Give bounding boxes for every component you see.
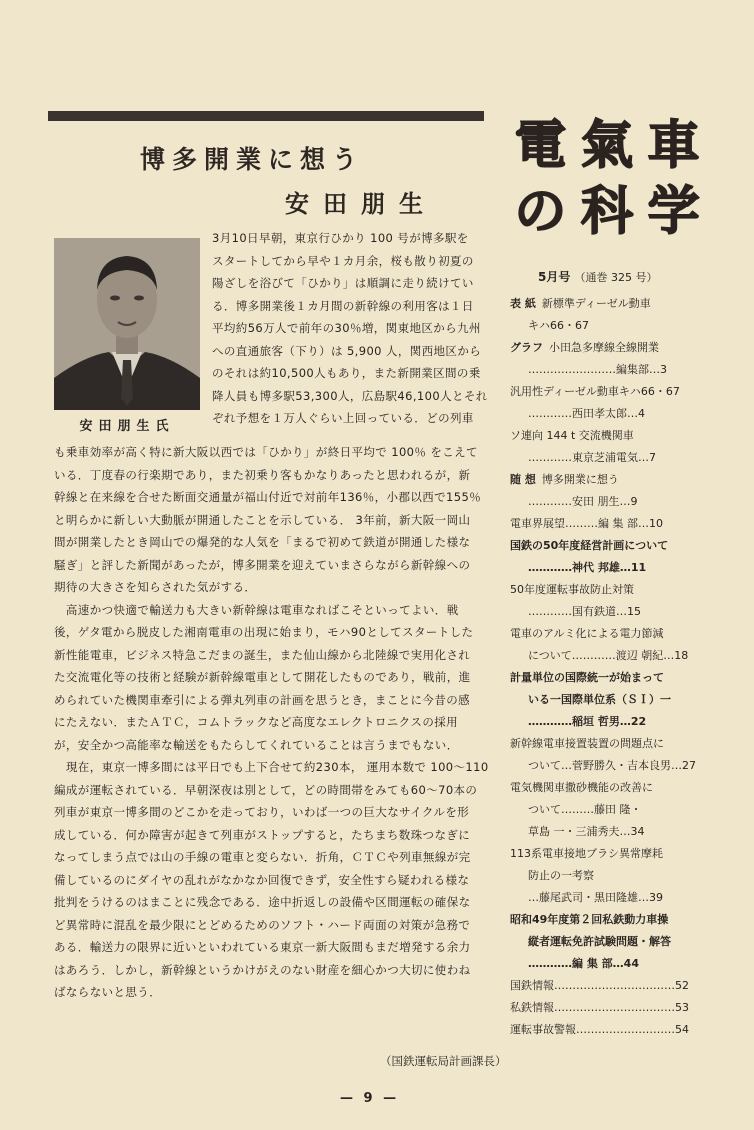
- text-line: 3月10日早朝，東京行ひかり 100 号が博多駅を: [212, 231, 469, 245]
- toc-entry: [510, 535, 730, 579]
- toc-entry: [510, 579, 730, 623]
- text-line: なってしまう点では山の手線の電車と変らない．折角，ＣＴＣや列車無線が完: [54, 850, 471, 864]
- toc-line: …………編 集 部…44: [528, 957, 639, 970]
- text-line: 新性能電車，ビジネス特急こだまの誕生，また仙山線から北陸線で実用化され: [54, 647, 471, 662]
- toc-line: …………西田孝太郎…4: [528, 407, 645, 420]
- toc-line-text: 小田急多摩線全線開業: [549, 341, 659, 354]
- magazine-title-logo: [507, 114, 707, 246]
- toc-line: …………東京芝浦電気…7: [528, 451, 656, 464]
- toc-line: ソ連向 144 t 交流機関車: [510, 429, 634, 442]
- toc-line: 汎用性ディーゼル動車キハ66・67: [510, 385, 680, 398]
- toc-line: 電気機関車撒砂機能の改善に: [510, 781, 653, 794]
- text-line: 批判をうけるのはまことに残念である．途中折返しの設備や区間運転の確保な: [54, 895, 471, 909]
- toc-entry: [510, 381, 730, 425]
- toc-line: …………神代 邦雄…11: [528, 561, 647, 574]
- text-line: 現在，東京一博多間には平日でも上下合せて約230本， 運用本数で 100～110: [54, 760, 489, 774]
- toc-line: …………国有鉄道…15: [528, 605, 641, 618]
- toc-entry: [510, 997, 730, 1019]
- toc-entry: [510, 513, 730, 535]
- toc-entry: [510, 623, 730, 667]
- logo-char: 学: [647, 181, 700, 242]
- toc-line: …………安田 朋生…9: [528, 495, 638, 508]
- toc-entry: [510, 843, 730, 909]
- toc-line: 防止の一考察: [528, 869, 594, 882]
- toc-entry: [510, 733, 730, 777]
- toc-entry: [510, 293, 730, 337]
- text-line: 備しているのにダイヤの乱れがなかなか回復できず，安全性すら疑われる様な: [54, 872, 470, 887]
- toc-section-label: グラフ: [510, 341, 543, 354]
- toc-line: 昭和49年度第２回私鉄動力車操: [510, 913, 669, 926]
- issue-sub: （通巻 325 号）: [574, 271, 658, 284]
- text-line: 編成が運転されている．早朝深夜は別として，どの時間帯をみても60～70本の: [54, 782, 478, 797]
- toc-line: 電車のアルミ化による電力節減: [510, 627, 664, 640]
- logo-char: 車: [647, 115, 700, 176]
- toc-line: 草島 一・三浦秀夫…34: [528, 825, 645, 838]
- text-line: 高速かつ快適で輸送力も大きい新幹線は電車なればこそといってよい．戦: [54, 602, 459, 617]
- toc-line: キハ66・67: [528, 319, 589, 332]
- text-line: 間が開業したとき岡山での爆発的な人気を「まるで初めて鉄道が開通した様な: [54, 535, 471, 549]
- text-line: 後，ゲタ電から脱皮した湘南電車の出現に始まり，モハ90としてスタートした: [54, 625, 474, 639]
- toc-entry: [510, 667, 730, 733]
- text-line: と明らかに新しい大動脈が開通したことを示している． 3年前，新大阪一岡山: [54, 512, 471, 527]
- logo-char: 電: [514, 115, 567, 176]
- toc-line: 新幹線電車接置装置の問題点に: [510, 737, 664, 750]
- toc-line: について…………渡辺 朝紀…18: [528, 649, 689, 662]
- page-number: — 9 —: [340, 1091, 400, 1106]
- toc-line: 113系電車接地ブラシ異常摩耗: [510, 847, 663, 860]
- toc-entry: [510, 909, 730, 975]
- text-line: が，安全かつ高能率な輸送をもたらしてくれていることは言うまでもない．: [54, 737, 459, 752]
- toc-line: 私鉄情報……………………………53: [510, 1001, 689, 1014]
- text-line: スタートしてから早や１カ月余，桜も散り初夏の: [212, 253, 474, 268]
- toc-entry: [510, 1019, 730, 1041]
- toc-line: 縦者運転免許試験問題・解答: [528, 935, 671, 948]
- article-title: 博多開業に想う: [140, 145, 365, 174]
- article-body: [54, 441, 494, 1004]
- author-affiliation: （国鉄運転局計画課長）: [380, 1054, 507, 1068]
- toc-line: 電車界展望………編 集 部…10: [510, 517, 663, 530]
- toc-line: 運転事故警報………………………54: [510, 1023, 689, 1036]
- toc-section-label: 随 想: [510, 473, 536, 486]
- issue-label: 5月号: [538, 270, 571, 284]
- text-line: ある．輸送力の限界に近いといわれている東京一新大阪間もまだ増発する余力: [54, 940, 471, 954]
- toc-line: いる一国際単位系（ＳＩ）一: [528, 693, 671, 706]
- toc-line: [510, 469, 730, 491]
- toc-entries: [510, 293, 730, 1041]
- text-line: のそれは約10,500人もあり，また新開業区間の乗: [212, 366, 481, 380]
- text-line: ど異常時に混乱を最少限にとどめるためのソフト・ハード両面の対策が急務で: [54, 917, 471, 932]
- photo-caption: 安田朋生氏: [79, 419, 175, 434]
- text-line: る．博多開業後１カ月間の新幹線の利用客は１日: [212, 298, 474, 313]
- text-line: いる．丁度春の行楽期であり，また初乗り客もかなりあったと思われるが，新: [54, 467, 471, 482]
- toc-line: ついて…菅野勝久・吉本良男…27: [528, 759, 696, 772]
- toc-section-label: 表 紙: [510, 297, 536, 310]
- text-line: も乗車効率が高く特に新大阪以西では「ひかり」が終日平均で 100％ をこえて: [54, 445, 478, 459]
- toc-line: …………稲垣 哲男…22: [528, 715, 647, 728]
- toc-line: [510, 293, 730, 315]
- top-rule: [48, 111, 484, 121]
- toc-entry: [510, 337, 730, 381]
- toc-line: 国鉄情報……………………………52: [510, 979, 689, 992]
- text-line: 平均約56万人で前年の30％増，関東地区から九州: [212, 321, 481, 335]
- text-line: 成している．何か障害が起きて列車がストップすると，たちまち数珠つなぎに: [54, 827, 471, 842]
- text-line: にたえない．またＡＴＣ，コムトラックなど高度なエレクトロニクスの採用: [54, 715, 459, 729]
- text-line: た交流電化等の技術と経験が新幹線電車として開花したものであり，戦前，進: [54, 670, 471, 684]
- table-of-contents: [510, 268, 730, 1041]
- article-lead-column: [212, 227, 494, 430]
- author-name: 安田朋生: [285, 189, 437, 218]
- toc-line: ついて………藤田 隆・: [528, 803, 642, 816]
- text-line: 幹線と在来線を合せた断面交通量が福山付近で対前年136％，小郡以西で155％: [54, 490, 482, 504]
- text-line: への直通旅客（下り）は 5,900 人，関西地区から: [212, 343, 482, 358]
- toc-line-text: 新標準ディーゼル動車: [541, 297, 651, 310]
- toc-entry: [510, 469, 730, 513]
- author-portrait: [54, 238, 200, 410]
- logo-char: 氣: [580, 115, 633, 176]
- toc-line: 50年度運転事故防止対策: [510, 583, 634, 596]
- toc-line: 計量単位の国際統一が始まって: [510, 671, 664, 684]
- toc-line: 国鉄の50年度経営計画について: [510, 539, 669, 552]
- toc-line: …藤尾武司・黒田隆雄…39: [528, 891, 663, 904]
- text-line: 陽ざしを浴びて「ひかり」は順調に走り続けてい: [212, 276, 474, 290]
- logo-char: の: [514, 181, 567, 242]
- text-line: 列車が東京一博多間のどこかを走っており，いわば一つの巨大なサイクルを形: [54, 805, 470, 819]
- issue-number: [538, 268, 730, 285]
- text-line: ぞれ予想を１万人ぐらい上回っている．どの列車: [212, 411, 474, 425]
- toc-line: ……………………編集部…3: [528, 363, 667, 376]
- logo-char: 科: [580, 181, 633, 242]
- toc-entry: [510, 777, 730, 843]
- text-line: められていた機関車牽引による弾丸列車の計画を思うとき，まことに今昔の感: [54, 692, 471, 707]
- toc-entry: [510, 425, 730, 469]
- text-line: 降人員も博多駅53,300人，広島駅46,100人とそれ: [212, 388, 488, 403]
- text-line: ばならないと思う．: [54, 985, 162, 999]
- toc-line-text: 博多開業に想う: [541, 473, 619, 486]
- text-line: 期待の大きさを知らされた気がする．: [54, 580, 257, 594]
- toc-entry: [510, 975, 730, 997]
- text-line: はあろう．しかし，新幹線というかけがえのない財産を細心かつ大切に使わね: [54, 962, 471, 977]
- toc-line: [510, 337, 730, 359]
- text-line: 騒ぎ」と評した新聞があったが，博多開業を迎えていまさらながら新幹線への: [54, 557, 471, 572]
